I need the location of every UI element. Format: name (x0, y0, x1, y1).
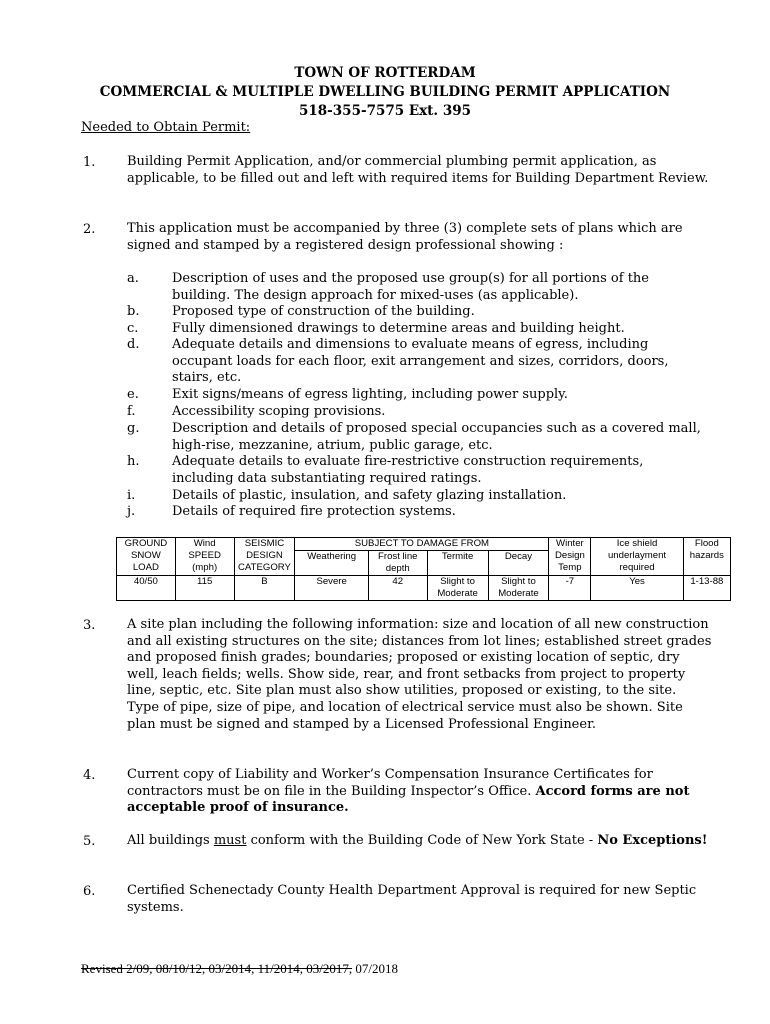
item-5-must: must (213, 833, 247, 848)
item-5-emphasis: No Exceptions! (597, 833, 708, 848)
phone-number: 518-355-7575 Ext. 395 (299, 103, 471, 119)
value-seismic-category: B (234, 576, 295, 601)
subitem-letter: j. (127, 504, 136, 519)
header-subject-to-damage: SUBJECT TO DAMAGE FROM (295, 538, 549, 551)
item-5-pre: All buildings (127, 833, 214, 848)
value-termite: Slight to Moderate (427, 576, 488, 601)
item-4-body: Current copy of Liability and Worker’s Compensation Insurance Certificates for contractors must be on file in the Building Inspector’s Office. (127, 767, 653, 799)
value-ice-shield: Yes (591, 576, 683, 601)
subitem-letter: d. (127, 337, 140, 352)
header-ground-snow-load: GROUND SNOW LOAD (117, 538, 176, 576)
town-title: TOWN OF ROTTERDAM (294, 65, 476, 81)
value-decay: Slight to Moderate (488, 576, 549, 601)
item-4-emphasis: Accord forms are not acceptable proof of insurance. (127, 783, 690, 816)
header-weathering: Weathering (295, 551, 368, 576)
subitem-text: Accessibility scoping provisions. (172, 404, 386, 419)
item-5-text (127, 833, 712, 850)
subitem-text: Details of required fire protection systems. (172, 504, 456, 519)
subitem-letter: f. (127, 404, 136, 419)
subitem-text: Proposed type of construction of the building. (172, 304, 475, 319)
item-number: 2. (83, 222, 96, 237)
item-number: 6. (83, 884, 96, 899)
header-termite: Termite (427, 551, 488, 576)
subitem-text: Fully dimensioned drawings to determine areas and building height. (172, 321, 625, 336)
header-winter-design-temp: Winter Design Temp (549, 538, 591, 576)
design-criteria-table (116, 537, 731, 601)
revision-history-struck: Revised 2/09, 08/10/12, 03/2014, 11/2014, 03/2017, (81, 961, 353, 976)
subitem-letter: c. (127, 321, 139, 336)
needed-heading: Needed to Obtain Permit: (81, 120, 251, 135)
item-number: 5. (83, 834, 96, 849)
subitem-letter: e. (127, 387, 139, 402)
subitem-text: Description of uses and the proposed use group(s) for all portions of the building. The design approach for mixed-uses (as applicable). (172, 271, 649, 303)
item-number: 4. (83, 768, 96, 783)
value-weathering: Severe (295, 576, 368, 601)
subitem-text: Adequate details and dimensions to evaluate means of egress, including occupant loads for each floor, exit arrangement and sizes, corridors, doors, stairs, etc. (172, 337, 669, 386)
document-title: COMMERCIAL & MULTIPLE DWELLING BUILDING PERMIT APPLICATION (99, 84, 671, 100)
subitem-text: Exit signs/means of egress lighting, including power supply. (172, 387, 568, 402)
header-frost-line: Frost line depth (368, 551, 427, 576)
header-decay: Decay (488, 551, 549, 576)
subitem-text: Details of plastic, insulation, and safety glazing installation. (172, 488, 567, 503)
header-seismic-category: SEISMIC DESIGN CATEGORY (234, 538, 295, 576)
revision-current: 07/2018 (352, 961, 398, 976)
item-3-text: A site plan including the following information: size and location of all new construction and all existing structures on the site; distances from lot lines; established street grades and proposed finish grades; boundaries; proposed or existing location of septic, dry well, leach fields; wells. Show side, rear, and front setbacks from project to property line, septic, etc. Site plan must also show utilities, proposed or existing, to the site. Type of pipe, size of pipe, and location of electrical service must also be shown. Site plan must be signed and stamped by a Licensed Professional Engineer. (127, 617, 712, 732)
value-flood-hazards: 1-13-88 (683, 576, 730, 601)
header-wind-speed: Wind SPEED (mph) (175, 538, 234, 576)
subitem-text: Description and details of proposed special occupancies such as a covered mall, high-rise, mezzanine, atrium, public garage, etc. (172, 421, 701, 453)
item-5-body: conform with the Building Code of New York State - (246, 833, 598, 848)
value-wind-speed: 115 (175, 576, 234, 601)
item-1-text: Building Permit Application, and/or commercial plumbing permit application, as applicable, to be filled out and left with required items for Building Department Review. (127, 154, 709, 186)
subitem-letter: i. (127, 488, 136, 503)
value-frost-line: 42 (368, 576, 427, 601)
value-ground-snow-load: 40/50 (117, 576, 176, 601)
subitem-letter: a. (127, 271, 139, 286)
subitem-text: Adequate details to evaluate fire-restrictive construction requirements, including data substantiating required ratings. (172, 454, 644, 486)
value-winter-design-temp: -7 (549, 576, 591, 601)
header-ice-shield: Ice shield underlayment required (591, 538, 683, 576)
item-4-text (127, 767, 712, 817)
subitem-letter: g. (127, 421, 140, 436)
subitem-letter: h. (127, 454, 140, 469)
subitem-letter: b. (127, 304, 140, 319)
item-6-text: Certified Schenectady County Health Department Approval is required for new Septic systems. (127, 883, 697, 915)
item-2-text: This application must be accompanied by three (3) complete sets of plans which are signed and stamped by a registered design professional showing : (127, 221, 683, 253)
header-flood-hazards: Flood hazards (683, 538, 730, 576)
revision-footer (81, 961, 398, 977)
item-number: 3. (83, 618, 96, 633)
item-number: 1. (83, 155, 96, 170)
